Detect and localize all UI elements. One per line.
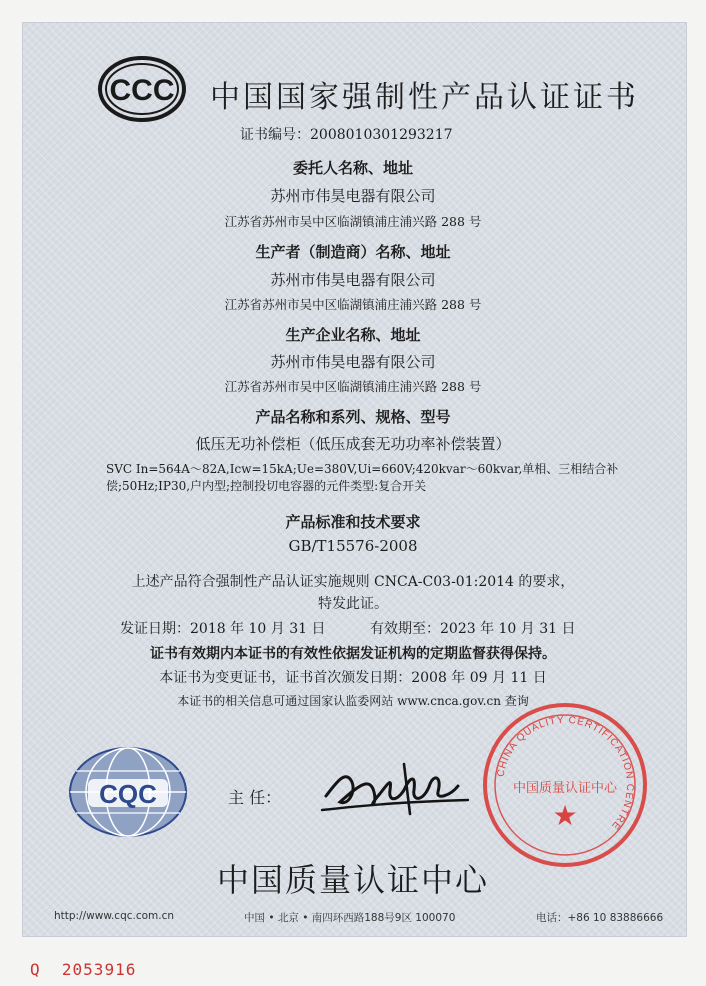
- seal-text-cn: 中国质量认证中心: [512, 781, 618, 796]
- seal-star-icon: ★: [552, 799, 578, 832]
- standard-value: GB/T15576-2008: [288, 537, 418, 555]
- cqc-logo: [66, 745, 190, 839]
- standard-heading: 产品标准和技术要求: [285, 513, 421, 531]
- product-name: 低压无功补偿柜（低压成套无功功率补偿装置）: [195, 435, 511, 453]
- manufacturer-name: 苏州市伟昊电器有限公司: [270, 271, 436, 289]
- organization-name: 中国质量认证中心: [216, 861, 489, 899]
- product-heading: 产品名称和系列、规格、型号: [255, 408, 451, 426]
- footer-address: 中国 • 北京 • 南四环西路188号9区 100070: [244, 912, 456, 924]
- product-spec-line2: 偿;50Hz;IP30,户内型;控制投切电容器的元件类型:复合开关: [106, 479, 427, 493]
- issue-date-label: 发证日期：: [120, 621, 190, 637]
- product-spec-line1: SVC In=564A～82A,Icw=15kA;Ue=380V,Ui=660V;420kvar～60kvar,单相、三相结合补: [106, 462, 619, 476]
- client-heading: 委托人名称、地址: [292, 159, 413, 177]
- cqc-logo-text: CQC: [99, 779, 157, 809]
- website-note: 本证书的相关信息可通过国家认监委网站 www.cnca.gov.cn 查询: [177, 694, 529, 708]
- serial-prefix: Q: [30, 960, 41, 979]
- serial-number: [30, 960, 136, 979]
- certificate-number-value: 2008010301293217: [310, 127, 453, 143]
- factory-heading: 生产企业名称、地址: [285, 326, 421, 344]
- ccc-logo-text: CCC: [109, 74, 175, 107]
- seal-text-en: CHINA QUALITY CERTIFICATION CENTRE: [495, 714, 636, 832]
- manufacturer-address: 江苏省苏州市吴中区临湖镇浦庄浦兴路 288 号: [224, 297, 482, 312]
- certificate-title: 中国国家强制性产品认证证书: [210, 80, 639, 115]
- client-address: 江苏省苏州市吴中区临湖镇浦庄浦兴路 288 号: [224, 214, 482, 229]
- issue-date: [120, 618, 326, 638]
- serial-value: 2053916: [61, 960, 137, 979]
- issue-date-value: 2018 年 10 月 31 日: [190, 621, 326, 637]
- factory-address: 江苏省苏州市吴中区临湖镇浦庄浦兴路 288 号: [224, 379, 482, 394]
- change-note: 本证书为变更证书，证书首次颁发日期：2008 年 09 月 11 日: [159, 670, 547, 686]
- certification-seal: [480, 700, 650, 870]
- certificate-number: [240, 124, 453, 144]
- factory-name: 苏州市伟昊电器有限公司: [270, 353, 436, 371]
- director-label: 主 任：: [228, 788, 282, 807]
- expiry-date-label: 有效期至：: [370, 621, 440, 637]
- validity-note: 证书有效期内本证书的有效性依据发证机构的定期监督获得保持。: [150, 646, 556, 662]
- statement-line1: 上述产品符合强制性产品认证实施规则 CNCA-C03-01:2014 的要求，: [131, 574, 575, 590]
- certificate-number-label: 证书编号：: [240, 127, 310, 143]
- ccc-logo: [98, 56, 186, 122]
- client-name: 苏州市伟昊电器有限公司: [270, 187, 436, 205]
- statement-line2: 特发此证。: [318, 596, 388, 612]
- footer-website: http://www.cqc.com.cn: [54, 910, 175, 922]
- director-signature: [318, 756, 478, 822]
- expiry-date: [370, 618, 576, 638]
- footer-phone: 电话：+86 10 83886666: [536, 912, 664, 924]
- manufacturer-heading: 生产者（制造商）名称、地址: [255, 243, 451, 261]
- expiry-date-value: 2023 年 10 月 31 日: [440, 621, 576, 637]
